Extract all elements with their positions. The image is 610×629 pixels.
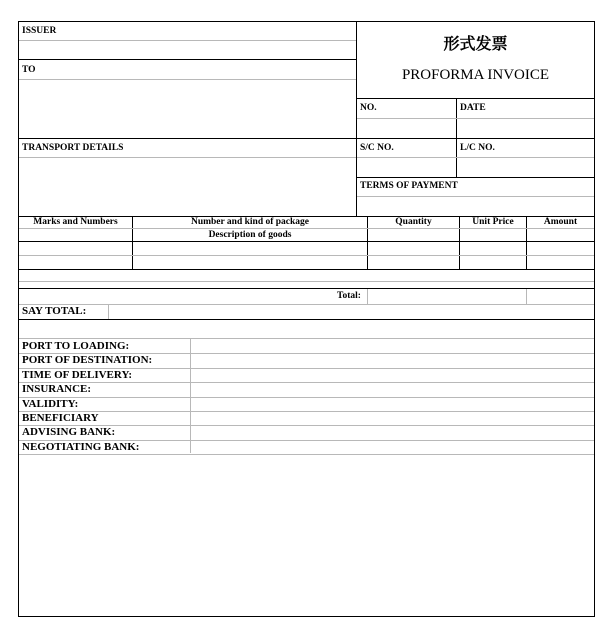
detail-label-validity: VALIDITY: [22, 397, 79, 410]
lc-no-field[interactable] [457, 158, 594, 177]
total-label: Total: [337, 291, 361, 301]
goods-description-cell[interactable] [133, 242, 367, 269]
sc-no-label: S/C NO. [360, 143, 394, 153]
detail-field-advising-bank[interactable] [191, 425, 594, 439]
sc-lc-bottom-line [357, 177, 594, 178]
to-bottom-line [19, 138, 356, 139]
detail-label-beneficiary: BENEFICIARY [22, 412, 99, 424]
detail-label-port-to-loading: PORT TO LOADING: [22, 340, 130, 352]
detail-field-port-to-loading[interactable] [191, 339, 594, 353]
no-date-bottom-line [357, 138, 594, 139]
row-line-2 [18, 269, 595, 270]
col-header-package: Number and kind of package [190, 217, 310, 227]
transport-details-field[interactable] [19, 158, 356, 216]
detail-label-insurance: INSURANCE: [22, 383, 92, 396]
goods-amount-cell[interactable] [527, 242, 594, 269]
issuer-field[interactable] [19, 41, 356, 59]
detail-field-insurance[interactable] [191, 382, 594, 396]
detail-label-time-of-delivery: TIME OF DELIVERY: [22, 368, 133, 381]
col-header-description: Description of goods [208, 230, 292, 240]
goods-unit-price-cell[interactable] [460, 242, 526, 269]
detail-field-negotiating-bank[interactable] [191, 440, 594, 454]
total-divider-2 [526, 289, 527, 304]
proforma-invoice-form [18, 21, 595, 617]
to-label: TO [22, 65, 36, 75]
transport-details-label: TRANSPORT DETAILS [22, 143, 124, 153]
border-top [18, 21, 595, 22]
col-header-amount: Amount [543, 217, 578, 227]
to-field[interactable] [19, 80, 356, 138]
date-label: DATE [460, 103, 486, 113]
detail-field-validity[interactable] [191, 397, 594, 411]
empty-row-line [19, 281, 594, 282]
notes-area[interactable] [19, 454, 594, 616]
title-chinese: 形式发票 [443, 34, 508, 53]
detail-field-time-of-delivery[interactable] [191, 368, 594, 382]
say-total-field[interactable] [109, 305, 594, 319]
issuer-bottom-line [19, 59, 356, 60]
terms-of-payment-label: TERMS OF PAYMENT [360, 181, 458, 191]
title-english: PROFORMA INVOICE [401, 67, 550, 83]
total-amount-field[interactable] [368, 289, 526, 304]
no-label: NO. [360, 103, 377, 113]
col-header-marks: Marks and Numbers [33, 217, 118, 227]
detail-field-beneficiary[interactable] [191, 411, 594, 425]
say-total-bottom-line [18, 319, 595, 320]
detail-label-advising-bank: ADVISING BANK: [22, 426, 116, 439]
col-header-unit-price: Unit Price [472, 217, 514, 227]
date-field[interactable] [457, 119, 594, 137]
lc-no-label: L/C NO. [460, 143, 495, 153]
goods-marks-cell[interactable] [19, 242, 132, 269]
detail-label-port-of-destination: PORT OF DESTINATION: [22, 354, 153, 367]
header-inner-line [19, 228, 594, 229]
issuer-label: ISSUER [22, 26, 57, 36]
goods-quantity-cell[interactable] [368, 242, 459, 269]
no-field[interactable] [357, 119, 456, 137]
title-bottom-line [357, 98, 594, 99]
terms-of-payment-field[interactable] [357, 197, 594, 216]
col-header-quantity: Quantity [395, 217, 432, 227]
detail-label-negotiating-bank: NEGOTIATING BANK: [22, 440, 140, 453]
sc-no-field[interactable] [357, 158, 456, 177]
say-total-label: SAY TOTAL: [22, 305, 87, 317]
detail-field-port-of-destination[interactable] [191, 353, 594, 367]
border-bottom [18, 616, 595, 617]
